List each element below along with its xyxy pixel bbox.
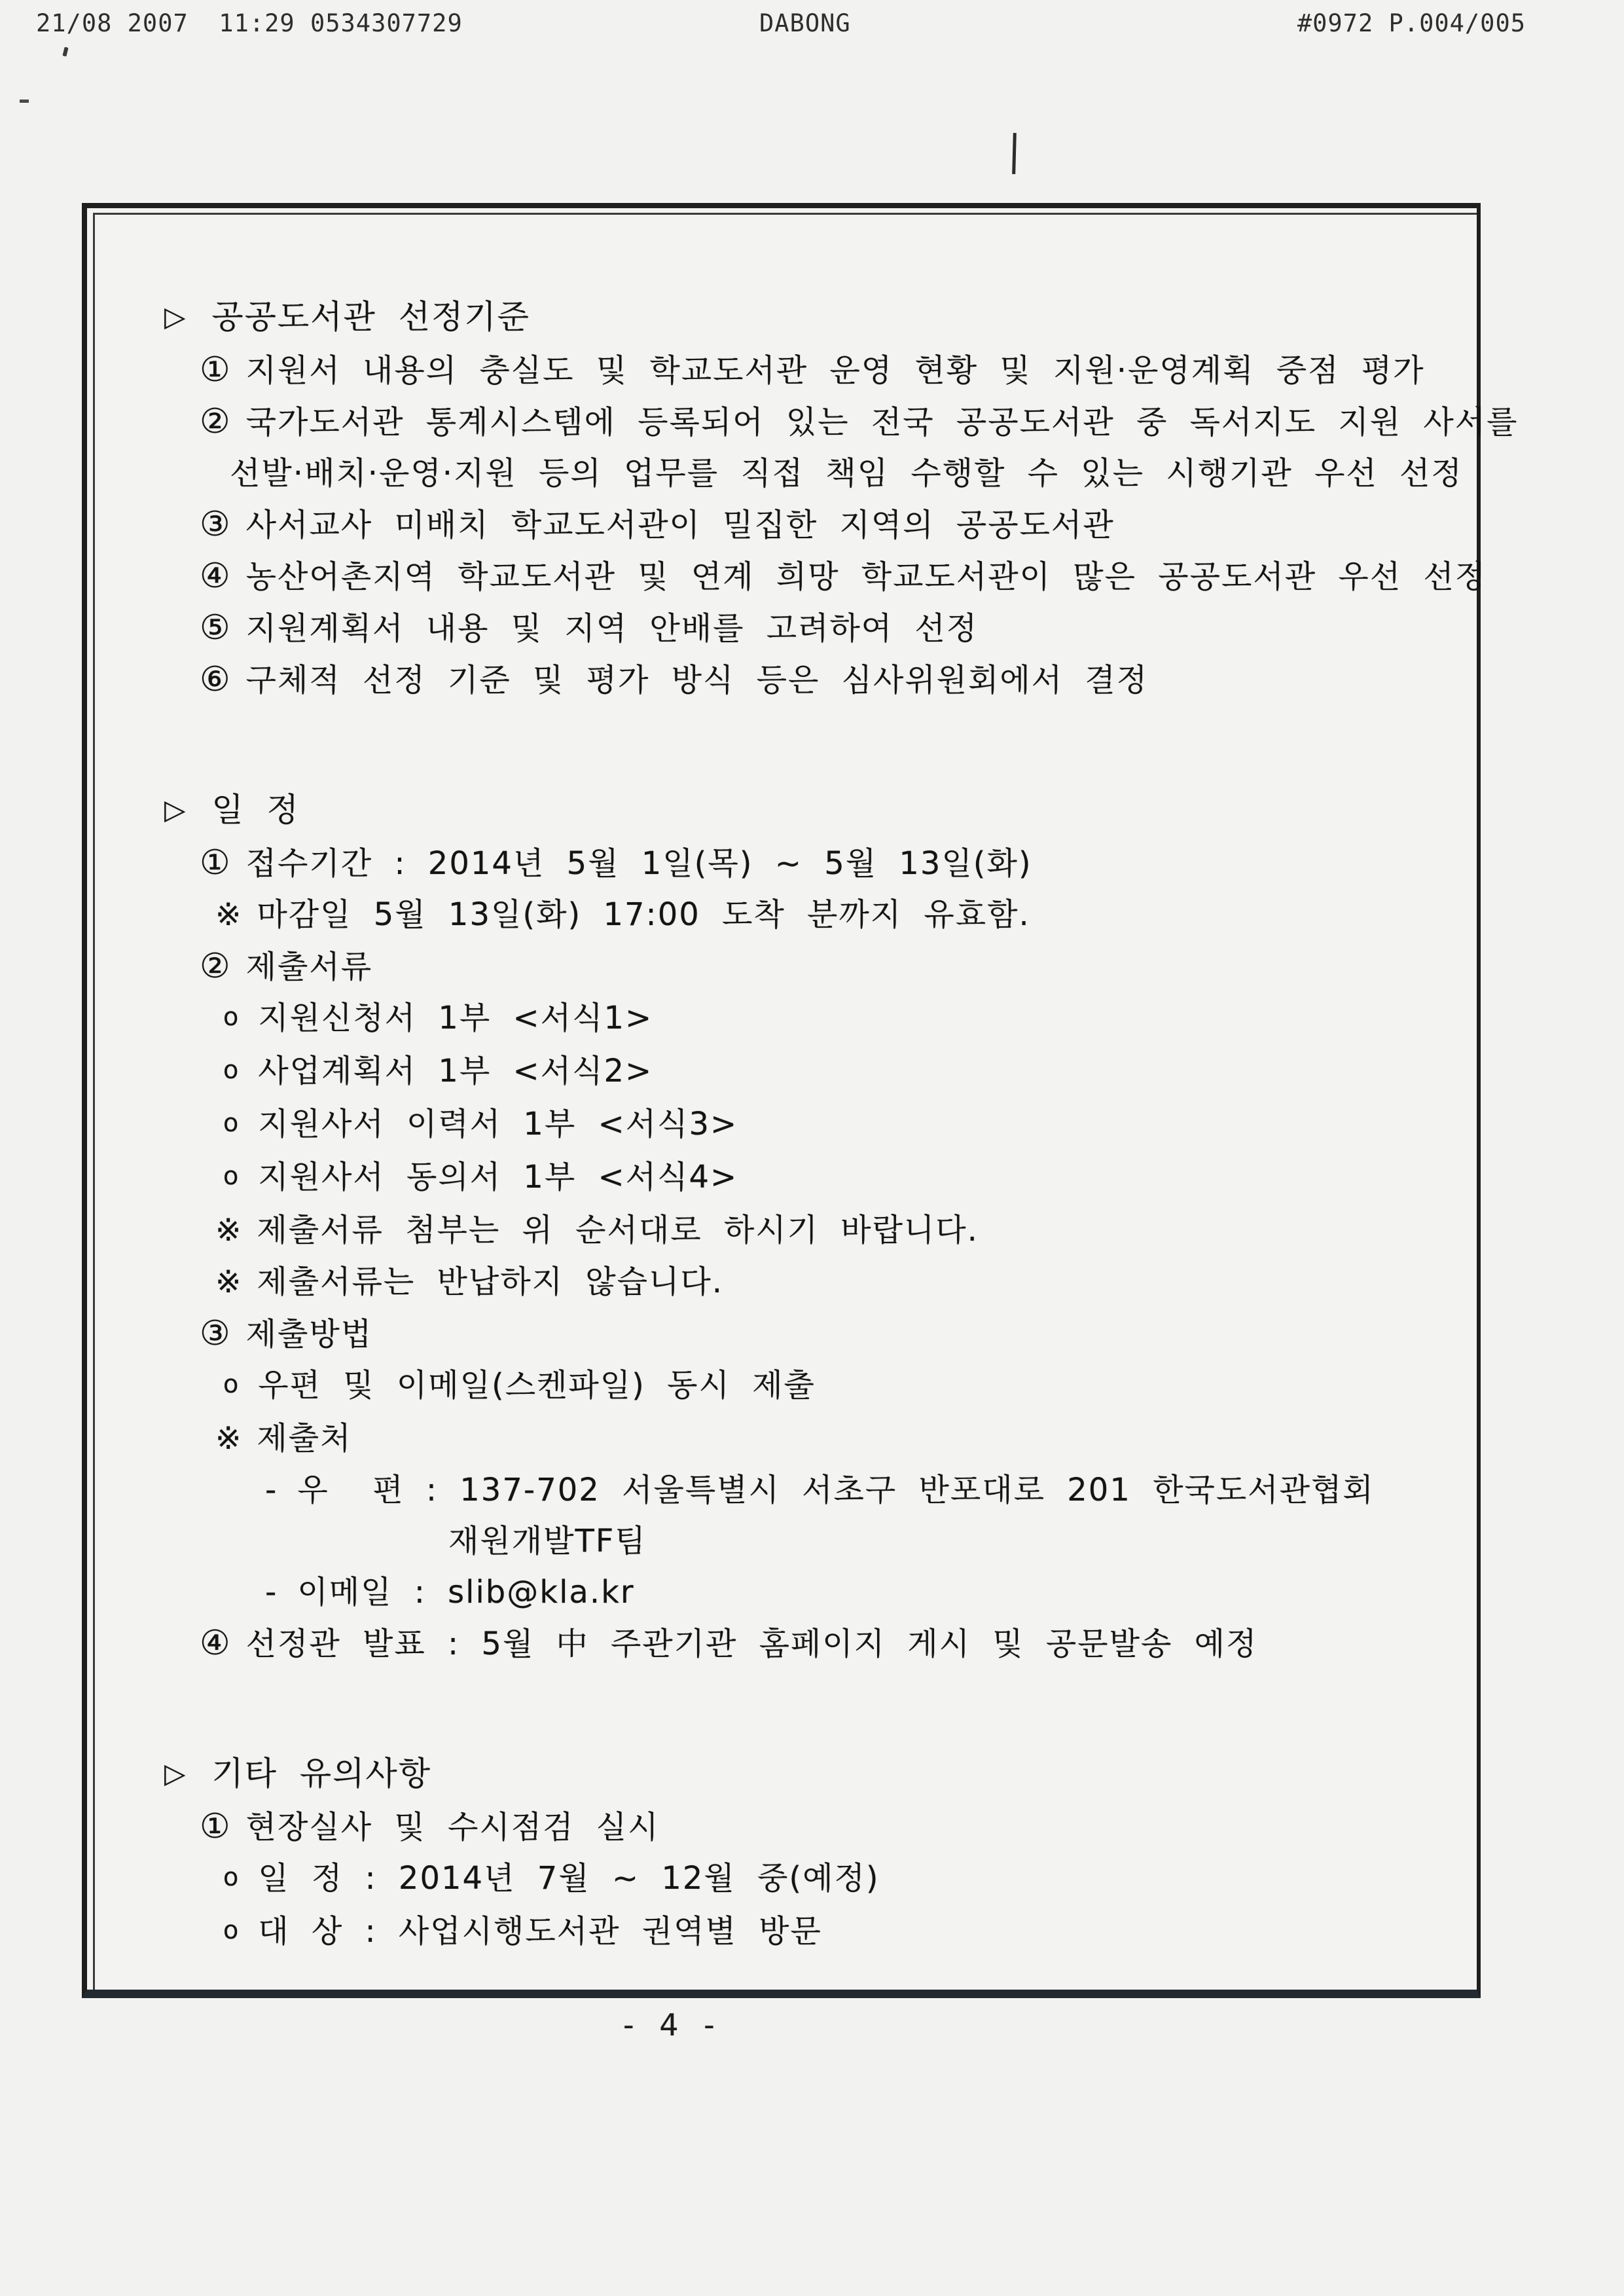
line-text: 지원사서 동의서 1부 <서식4> xyxy=(258,1159,738,1195)
line-marker: ※ xyxy=(215,1421,243,1457)
line-marker: ② xyxy=(200,947,232,986)
line-marker: ※ xyxy=(215,1212,243,1248)
line-text: 지원신청서 1부 <서식1> xyxy=(258,1000,653,1036)
page-number: - 4 - xyxy=(623,2007,723,2043)
line-marker: o xyxy=(223,1863,240,1891)
line-text: 우편 및 이메일(스켄파일) 동시 제출 xyxy=(258,1367,816,1404)
line-text: 농산어촌지역 학교도서관 및 연계 희망 학교도서관이 많은 공공도서관 우선 선정 xyxy=(245,558,1487,595)
document-line xyxy=(87,505,1477,544)
line-text: 사업계획서 1부 <서식2> xyxy=(258,1053,653,1089)
document-line xyxy=(87,457,1477,490)
line-marker: o xyxy=(223,1370,240,1398)
document-line xyxy=(87,1862,1477,1897)
line-text: 제출서류 xyxy=(245,949,373,985)
document-line xyxy=(87,402,1519,441)
document-line xyxy=(87,1055,1477,1089)
line-text: 제출서류는 반납하지 않습니다. xyxy=(257,1264,723,1300)
line-marker: o xyxy=(223,1108,240,1137)
document-line xyxy=(87,1525,1477,1558)
line-marker: ▷ xyxy=(164,1757,187,1789)
line-marker: ① xyxy=(200,350,232,390)
document-line xyxy=(87,1002,1477,1036)
line-text: 사서교사 미배치 학교도서관이 밀집한 지역의 공공도서관 xyxy=(245,507,1115,543)
line-text: 이메일 : slib@kla.kr xyxy=(297,1574,635,1611)
line-marker: o xyxy=(223,1055,240,1084)
document-line xyxy=(87,660,1477,699)
line-marker: ① xyxy=(200,843,232,883)
document-line xyxy=(87,1314,1477,1353)
line-text: 접수기간 : 2014년 5월 1일(목) ~ 5월 13일(화) xyxy=(245,845,1032,882)
line-marker: ④ xyxy=(200,556,232,596)
document-line xyxy=(87,608,1477,647)
line-text: 지원사서 이력서 1부 <서식3> xyxy=(258,1106,738,1142)
document-line xyxy=(87,1369,1477,1404)
line-text: 대 상 : 사업시행도서관 권역별 방문 xyxy=(258,1913,822,1950)
line-marker: ⑤ xyxy=(200,608,232,647)
line-text: 지원계획서 내용 및 지역 안배를 고려하여 선정 xyxy=(245,610,979,647)
line-marker: ※ xyxy=(215,897,243,933)
line-text: 현장실사 및 수시점검 실시 xyxy=(245,1809,660,1846)
document-line xyxy=(87,1624,1477,1663)
line-marker: ▷ xyxy=(164,793,187,826)
line-marker: ① xyxy=(200,1807,232,1846)
line-text: 지원서 내용의 충실도 및 학교도서관 운영 현황 및 지원·운영계획 중점 평가 xyxy=(245,352,1425,389)
document-line xyxy=(87,298,1477,336)
line-text: 우 편 : 137-702 서울특별시 서초구 반포대로 201 한국도서관협회 xyxy=(297,1472,1375,1508)
line-text: 공공도서관 선정기준 xyxy=(211,298,530,336)
line-marker: o xyxy=(223,1916,240,1944)
document-line xyxy=(87,1915,1477,1950)
document-line xyxy=(87,898,1477,932)
line-text: 일 정 xyxy=(211,791,300,829)
scan-artifact-vertical-line xyxy=(1012,133,1017,174)
document-line xyxy=(87,1576,1477,1609)
document-line xyxy=(87,1422,1477,1455)
document-line xyxy=(87,1266,1477,1299)
document-line xyxy=(87,1474,1477,1506)
document-line xyxy=(87,1214,1477,1247)
line-marker: ④ xyxy=(200,1624,232,1663)
line-text: 일 정 : 2014년 7월 ~ 12월 중(예정) xyxy=(258,1860,880,1897)
document-line xyxy=(87,793,1477,828)
line-text: 제출처 xyxy=(257,1420,352,1457)
document-line xyxy=(87,1108,1477,1142)
line-marker: ② xyxy=(200,402,232,441)
line-text: 마감일 5월 13일(화) 17:00 도착 분까지 유효함. xyxy=(257,896,1030,933)
fax-page-counter: #0972 P.004/005 xyxy=(1297,9,1526,37)
document-line xyxy=(87,556,1487,596)
document-line xyxy=(87,1161,1477,1195)
line-text: 국가도서관 통계시스템에 등록되어 있는 전국 공공도서관 중 독서지도 지원 사서를 xyxy=(245,404,1519,441)
fax-sender-name: DABONG xyxy=(759,9,851,37)
line-text: 재원개발TF팀 xyxy=(448,1523,647,1559)
document-line xyxy=(87,1757,1477,1792)
fax-header xyxy=(0,9,1624,42)
line-marker: - xyxy=(265,1574,278,1611)
document-line xyxy=(87,947,1477,986)
line-text: 제출방법 xyxy=(245,1316,373,1353)
document-line xyxy=(87,1807,1477,1846)
scan-artifact-dash xyxy=(20,100,29,103)
line-text: 선정관 발표 : 5월 中 주관기관 홈페이지 게시 및 공문발송 예정 xyxy=(245,1626,1258,1662)
line-marker: ⑥ xyxy=(200,660,232,699)
line-marker: ③ xyxy=(200,505,232,544)
line-marker: ③ xyxy=(200,1314,232,1353)
document-lines xyxy=(87,208,1519,1968)
fax-date-number: 21/08 2007 11:29 0534307729 xyxy=(36,9,463,37)
document-line xyxy=(87,843,1477,883)
scan-artifact-tick xyxy=(62,46,68,56)
line-text: 제출서류 첨부는 위 순서대로 하시기 바랍니다. xyxy=(257,1212,979,1248)
line-text: 기타 유의사항 xyxy=(211,1755,432,1793)
line-marker: - xyxy=(265,1472,278,1508)
line-marker: o xyxy=(223,1161,240,1190)
line-marker: o xyxy=(223,1002,240,1031)
line-text: 구체적 선정 기준 및 평가 방식 등은 심사위원회에서 결정 xyxy=(245,662,1149,699)
document-border-box xyxy=(82,203,1519,1998)
document-line xyxy=(87,350,1477,390)
line-text: 선발·배치·운영·지원 등의 업무를 직접 책임 수행할 수 있는 시행기관 우선 선정 xyxy=(230,455,1463,492)
line-marker: ※ xyxy=(215,1264,243,1300)
line-marker: ▷ xyxy=(164,301,187,333)
